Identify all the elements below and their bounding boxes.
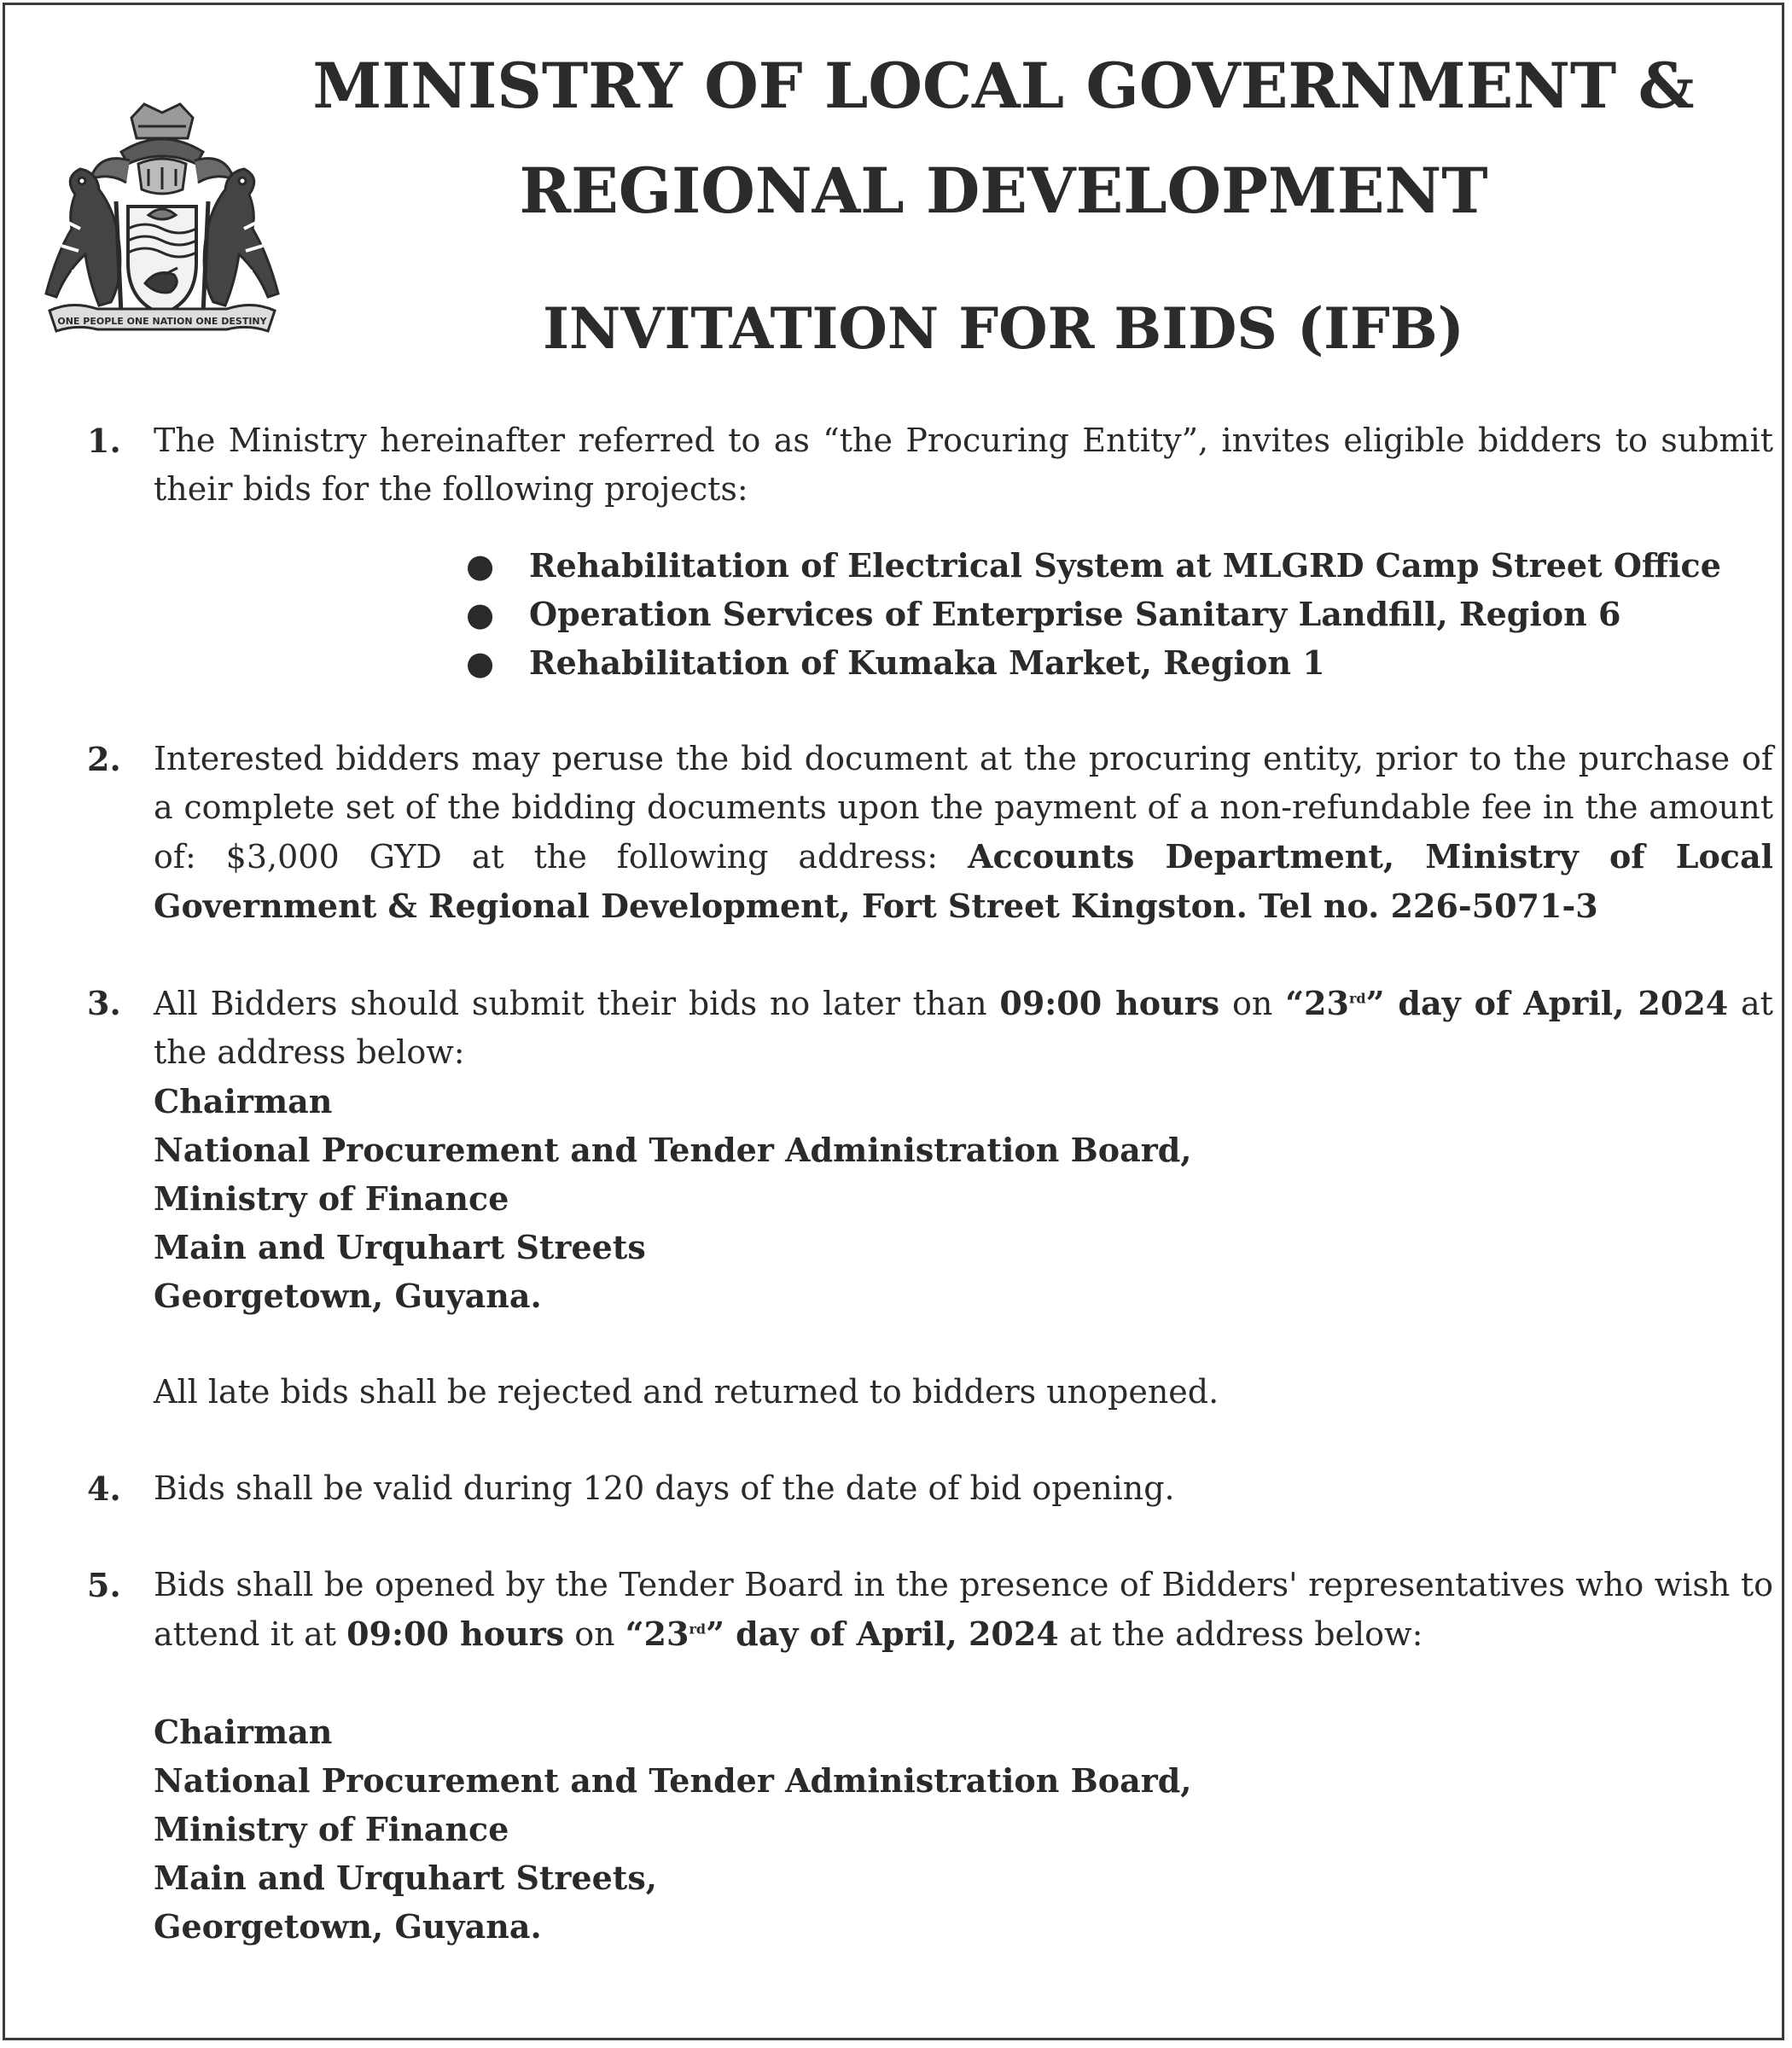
- list-item: [87, 1561, 1773, 1951]
- list-item: [87, 416, 1773, 687]
- project-item: ● Rehabilitation of Electrical System at MLGRD Camp Street Office: [529, 541, 1773, 590]
- accounts-address: Accounts Department, Ministry of Local Government & Regional Development, Fort Street Kingston. Tel no. 226-5071-3: [154, 837, 1773, 925]
- late-bids-note: All late bids shall be rejected and returned to bidders unopened.: [154, 1373, 1219, 1411]
- coat-of-arms-icon: [38, 101, 287, 345]
- item-number: 2.: [87, 740, 121, 778]
- item-text: Bids shall be valid during 120 days of the date of bid opening.: [154, 1469, 1175, 1507]
- item-text: The Ministry hereinafter referred to as “the Procuring Entity”, invites eligible bidders to submit their bids for the following projects:: [154, 422, 1773, 508]
- ifb-notice: [3, 3, 1784, 2040]
- item-number: 5.: [87, 1566, 121, 1604]
- opening-address: Chairman National Procurement and Tender Administration Board, Ministry of Finance Main and Urquhart Streets, Georgetown, Guyana.: [154, 1713, 1192, 1946]
- bullet-icon: ●: [466, 546, 495, 585]
- deadline-date: “23rd” day of April, 2024: [1285, 984, 1729, 1022]
- bullet-icon: ●: [466, 595, 495, 633]
- crest-motto: ONE PEOPLE ONE NATION ONE DESTINY: [57, 316, 267, 327]
- item-number: 3.: [87, 984, 121, 1022]
- ministry-title-line1: MINISTRY OF LOCAL GOVERNMENT &: [312, 49, 1695, 123]
- list-item: [87, 1464, 1773, 1513]
- project-list: [154, 541, 1773, 687]
- item-text: All Bidders should submit their bids no later than 09:00 hours on “23rd” day of April, 2024 at the address below:: [154, 984, 1773, 1071]
- item-text: Interested bidders may peruse the bid document at the procuring entity, prior to the purchase of a complete set of the bidding documents upon the payment of a non-refundable fee in the amount of: $3,000 GYD at the following address: Accounts Department, Ministry of Local Government & Regional Development, Fort Street Kingston. Tel no. 226-5071-3: [154, 740, 1773, 925]
- list-item: [87, 735, 1773, 931]
- ifb-subtitle: INVITATION FOR BIDS (IFB): [543, 295, 1464, 362]
- project-item: ● Operation Services of Enterprise Sanitary Landfill, Region 6: [529, 590, 1773, 638]
- list-item: [87, 979, 1773, 1417]
- deadline-time: 09:00 hours: [999, 984, 1220, 1022]
- submission-address: Chairman National Procurement and Tender Administration Board, Ministry of Finance Main and Urquhart Streets Georgetown, Guyana.: [154, 1082, 1192, 1315]
- opening-time: 09:00 hours: [346, 1615, 565, 1653]
- item-number: 4.: [87, 1469, 121, 1508]
- notice-body: [87, 416, 1773, 1951]
- opening-date: “23rd” day of April, 2024: [625, 1615, 1059, 1653]
- ministry-title-line2: REGIONAL DEVELOPMENT: [519, 154, 1488, 228]
- bullet-icon: ●: [466, 643, 495, 682]
- item-number: 1.: [87, 422, 121, 460]
- item-text: Bids shall be opened by the Tender Board in the presence of Bidders' representatives who wish to attend it at 09:00 hours on “23rd” day of April, 2024 at the address below:: [154, 1566, 1773, 1653]
- project-item: ● Rehabilitation of Kumaka Market, Region 1: [529, 638, 1773, 687]
